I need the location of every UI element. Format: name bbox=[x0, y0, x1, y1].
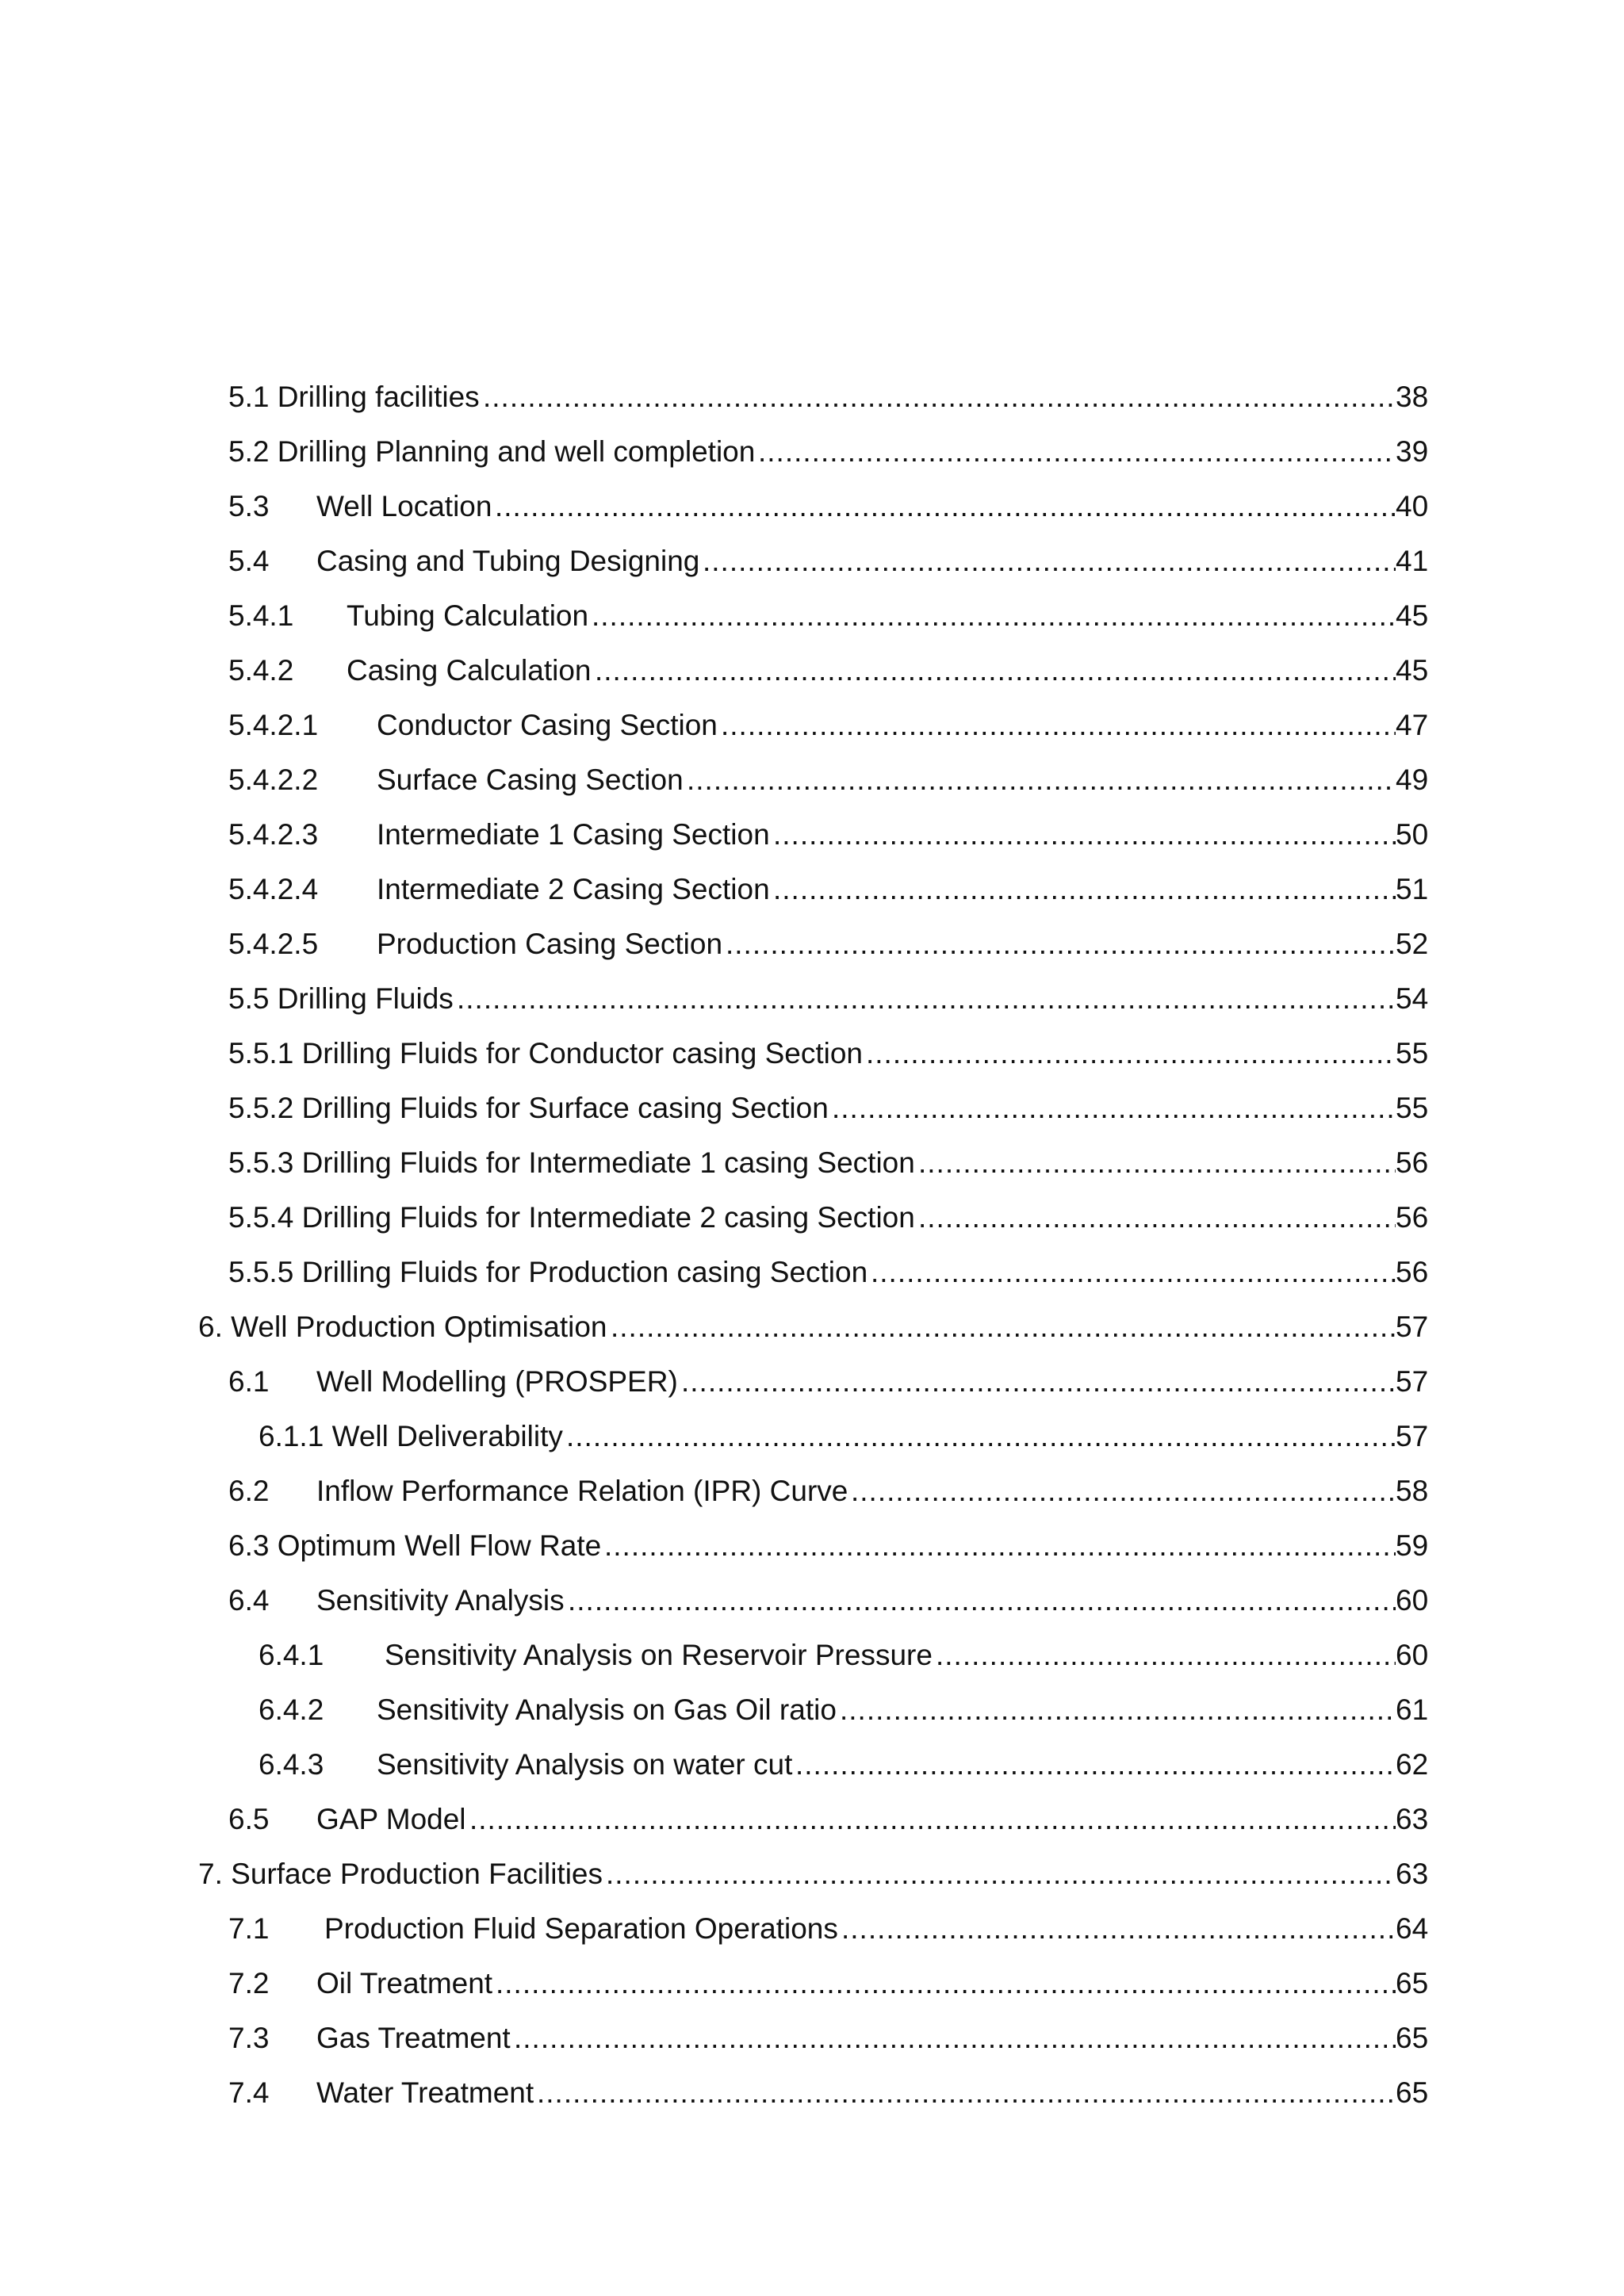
toc-entry-title: Conductor Casing Section bbox=[377, 709, 718, 741]
toc-entry-title: Sensitivity Analysis bbox=[316, 1584, 565, 1617]
toc-entry-title: Intermediate 1 Casing Section bbox=[377, 818, 770, 851]
toc-entry-title: Water Treatment bbox=[316, 2076, 534, 2109]
toc-entry-number: 5.4.1 bbox=[228, 599, 294, 632]
toc-entry-number: 6.4.1 bbox=[259, 1639, 324, 1671]
toc-entry-page-number: 60 bbox=[1396, 1639, 1429, 1671]
toc-entry-title: Surface Casing Section bbox=[377, 763, 684, 796]
toc-entry-number: 5.4.2.2 bbox=[228, 763, 319, 796]
dot-leader bbox=[795, 1737, 1396, 1792]
dot-leader bbox=[568, 1573, 1396, 1628]
toc-entry-title: 6.1.1 Well Deliverability bbox=[259, 1420, 563, 1452]
toc-entry-title: Sensitivity Analysis on Gas Oil ratio bbox=[377, 1693, 837, 1726]
toc-entry-title: Oil Treatment bbox=[316, 1967, 493, 1999]
toc-entry-page-number: 64 bbox=[1396, 1912, 1429, 1945]
toc-entry-number: 7.2 bbox=[228, 1967, 270, 1999]
toc-entry[interactable] bbox=[0, 1354, 1624, 1409]
toc-entry-page-number: 55 bbox=[1396, 1037, 1429, 1070]
toc-entry-number: 6.5 bbox=[228, 1803, 270, 1835]
toc-entry[interactable] bbox=[0, 807, 1624, 862]
toc-entry-page-number: 63 bbox=[1396, 1858, 1429, 1890]
toc-entry-title: Inflow Performance Relation (IPR) Curve bbox=[316, 1475, 848, 1507]
toc-entry-number: 7.3 bbox=[228, 2022, 270, 2054]
toc-entry-page-number: 57 bbox=[1396, 1365, 1429, 1398]
toc-entry-title: GAP Model bbox=[316, 1803, 466, 1835]
toc-entry[interactable] bbox=[0, 1792, 1624, 1846]
toc-entry[interactable] bbox=[0, 752, 1624, 807]
toc-entry[interactable] bbox=[0, 1518, 1624, 1573]
toc-entry[interactable] bbox=[0, 1956, 1624, 2011]
toc-entry-number: 5.4.2 bbox=[228, 654, 294, 687]
toc-entry[interactable] bbox=[0, 588, 1624, 643]
toc-entry[interactable] bbox=[0, 424, 1624, 479]
toc-entry-page-number: 56 bbox=[1396, 1146, 1429, 1179]
toc-entry-title: Well Location bbox=[316, 490, 492, 522]
toc-entry-page-number: 40 bbox=[1396, 490, 1429, 522]
dot-leader bbox=[703, 534, 1396, 588]
toc-entry-page-number: 41 bbox=[1396, 545, 1429, 577]
toc-entry-title: Production Fluid Separation Operations bbox=[324, 1912, 838, 1945]
dot-leader bbox=[726, 916, 1396, 971]
toc-entry-title: 5.1 Drilling facilities bbox=[228, 381, 480, 413]
toc-entry[interactable] bbox=[0, 1737, 1624, 1792]
toc-entry-number: 6.4.3 bbox=[259, 1748, 324, 1781]
toc-entry[interactable] bbox=[0, 1409, 1624, 1464]
toc-entry-number: 5.4.2.4 bbox=[228, 873, 319, 905]
toc-entry-page-number: 56 bbox=[1396, 1201, 1429, 1234]
toc-entry-title: 6. Well Production Optimisation bbox=[198, 1311, 607, 1343]
dot-leader bbox=[773, 862, 1396, 916]
toc-entry[interactable] bbox=[0, 1846, 1624, 1901]
toc-entry-page-number: 45 bbox=[1396, 654, 1429, 687]
toc-entry[interactable] bbox=[0, 1464, 1624, 1518]
toc-entry-page-number: 60 bbox=[1396, 1584, 1429, 1617]
dot-leader bbox=[871, 1245, 1396, 1299]
toc-entry-page-number: 65 bbox=[1396, 1967, 1429, 1999]
toc-entry-title: Gas Treatment bbox=[316, 2022, 511, 2054]
dot-leader bbox=[840, 1682, 1396, 1737]
toc-entry[interactable] bbox=[0, 1190, 1624, 1245]
toc-entry-page-number: 57 bbox=[1396, 1420, 1429, 1452]
toc-entry-title: 7. Surface Production Facilities bbox=[198, 1858, 603, 1890]
toc-entry[interactable] bbox=[0, 971, 1624, 1026]
dot-leader bbox=[721, 698, 1396, 752]
dot-leader bbox=[457, 971, 1396, 1026]
dot-leader bbox=[566, 1409, 1396, 1464]
dot-leader bbox=[496, 1956, 1396, 2011]
toc-entry[interactable] bbox=[0, 916, 1624, 971]
toc-entry-page-number: 51 bbox=[1396, 873, 1429, 905]
toc-entry-title: Sensitivity Analysis on water cut bbox=[377, 1748, 793, 1781]
toc-entry-title: 6.3 Optimum Well Flow Rate bbox=[228, 1529, 602, 1562]
toc-entry-number: 5.4.2.3 bbox=[228, 818, 319, 851]
dot-leader bbox=[832, 1081, 1396, 1135]
toc-entry-title: 5.5.5 Drilling Fluids for Production casing Section bbox=[228, 1256, 868, 1288]
toc-entry[interactable] bbox=[0, 862, 1624, 916]
toc-entry-title: 5.5.3 Drilling Fluids for Intermediate 1 casing Section bbox=[228, 1146, 915, 1179]
toc-entry-title: 5.5.1 Drilling Fluids for Conductor casing Section bbox=[228, 1037, 863, 1070]
toc-entry-number: 6.4 bbox=[228, 1584, 270, 1617]
dot-leader bbox=[687, 752, 1396, 807]
toc-entry-page-number: 45 bbox=[1396, 599, 1429, 632]
toc-entry-number: 6.4.2 bbox=[259, 1693, 324, 1726]
toc-entry-page-number: 50 bbox=[1396, 818, 1429, 851]
toc-entry[interactable] bbox=[0, 1901, 1624, 1956]
toc-entry-title: Production Casing Section bbox=[377, 928, 723, 960]
toc-entry-title: 5.2 Drilling Planning and well completion bbox=[228, 435, 756, 468]
toc-entry-title: 5.5.4 Drilling Fluids for Intermediate 2 casing Section bbox=[228, 1201, 915, 1234]
toc-entry-page-number: 65 bbox=[1396, 2022, 1429, 2054]
toc-entry-number: 7.4 bbox=[228, 2076, 270, 2109]
toc-entry[interactable] bbox=[0, 534, 1624, 588]
toc-entry[interactable] bbox=[0, 1135, 1624, 1190]
dot-leader bbox=[918, 1190, 1396, 1245]
toc-entry-number: 5.4.2.5 bbox=[228, 928, 319, 960]
toc-entry-title: Sensitivity Analysis on Reservoir Pressure bbox=[385, 1639, 933, 1671]
dot-leader bbox=[514, 2011, 1396, 2065]
toc-entry[interactable] bbox=[0, 2011, 1624, 2065]
toc-entry-page-number: 57 bbox=[1396, 1311, 1429, 1343]
table-of-contents bbox=[0, 369, 1624, 2120]
toc-entry[interactable] bbox=[0, 1245, 1624, 1299]
toc-entry-title: Tubing Calculation bbox=[347, 599, 589, 632]
toc-entry-page-number: 58 bbox=[1396, 1475, 1429, 1507]
toc-entry[interactable] bbox=[0, 479, 1624, 534]
toc-entry-number: 5.4.2.1 bbox=[228, 709, 319, 741]
toc-entry[interactable] bbox=[0, 1299, 1624, 1354]
toc-entry[interactable] bbox=[0, 1628, 1624, 1682]
dot-leader bbox=[604, 1518, 1396, 1573]
dot-leader bbox=[936, 1628, 1396, 1682]
dot-leader bbox=[483, 369, 1396, 424]
toc-entry[interactable] bbox=[0, 2065, 1624, 2120]
toc-entry-number: 6.2 bbox=[228, 1475, 270, 1507]
toc-entry-page-number: 52 bbox=[1396, 928, 1429, 960]
toc-entry-title: Casing and Tubing Designing bbox=[316, 545, 700, 577]
toc-entry-page-number: 65 bbox=[1396, 2076, 1429, 2109]
toc-entry-number: 5.3 bbox=[228, 490, 270, 522]
dot-leader bbox=[537, 2065, 1396, 2120]
toc-entry[interactable] bbox=[0, 1573, 1624, 1628]
toc-entry-title: 5.5.2 Drilling Fluids for Surface casing Section bbox=[228, 1092, 829, 1124]
toc-entry-page-number: 59 bbox=[1396, 1529, 1429, 1562]
dot-leader bbox=[592, 588, 1396, 643]
toc-entry[interactable] bbox=[0, 1682, 1624, 1737]
dot-leader bbox=[841, 1901, 1396, 1956]
toc-entry[interactable] bbox=[0, 369, 1624, 424]
toc-entry-title: 5.5 Drilling Fluids bbox=[228, 982, 454, 1015]
toc-entry-page-number: 38 bbox=[1396, 381, 1429, 413]
dot-leader bbox=[606, 1846, 1396, 1901]
dot-leader bbox=[469, 1792, 1396, 1846]
dot-leader bbox=[866, 1026, 1396, 1081]
dot-leader bbox=[595, 643, 1396, 698]
toc-entry-page-number: 55 bbox=[1396, 1092, 1429, 1124]
toc-entry-page-number: 54 bbox=[1396, 982, 1429, 1015]
toc-entry-title: Casing Calculation bbox=[347, 654, 592, 687]
toc-entry-number: 5.4 bbox=[228, 545, 270, 577]
toc-entry[interactable] bbox=[0, 1026, 1624, 1081]
dot-leader bbox=[851, 1464, 1396, 1518]
toc-entry-number: 6.1 bbox=[228, 1365, 270, 1398]
toc-entry[interactable] bbox=[0, 643, 1624, 698]
dot-leader bbox=[773, 807, 1396, 862]
toc-entry-page-number: 61 bbox=[1396, 1693, 1429, 1726]
dot-leader bbox=[495, 479, 1396, 534]
toc-entry-page-number: 39 bbox=[1396, 435, 1429, 468]
toc-entry-title: Well Modelling (PROSPER) bbox=[316, 1365, 678, 1398]
dot-leader bbox=[758, 424, 1396, 479]
toc-entry-page-number: 49 bbox=[1396, 763, 1429, 796]
toc-entry-page-number: 56 bbox=[1396, 1256, 1429, 1288]
dot-leader bbox=[918, 1135, 1396, 1190]
toc-entry-title: Intermediate 2 Casing Section bbox=[377, 873, 770, 905]
toc-entry-page-number: 47 bbox=[1396, 709, 1429, 741]
toc-entry[interactable] bbox=[0, 698, 1624, 752]
dot-leader bbox=[611, 1299, 1396, 1354]
toc-entry[interactable] bbox=[0, 1081, 1624, 1135]
dot-leader bbox=[681, 1354, 1396, 1409]
toc-entry-number: 7.1 bbox=[228, 1912, 270, 1945]
toc-entry-page-number: 63 bbox=[1396, 1803, 1429, 1835]
toc-entry-page-number: 62 bbox=[1396, 1748, 1429, 1781]
